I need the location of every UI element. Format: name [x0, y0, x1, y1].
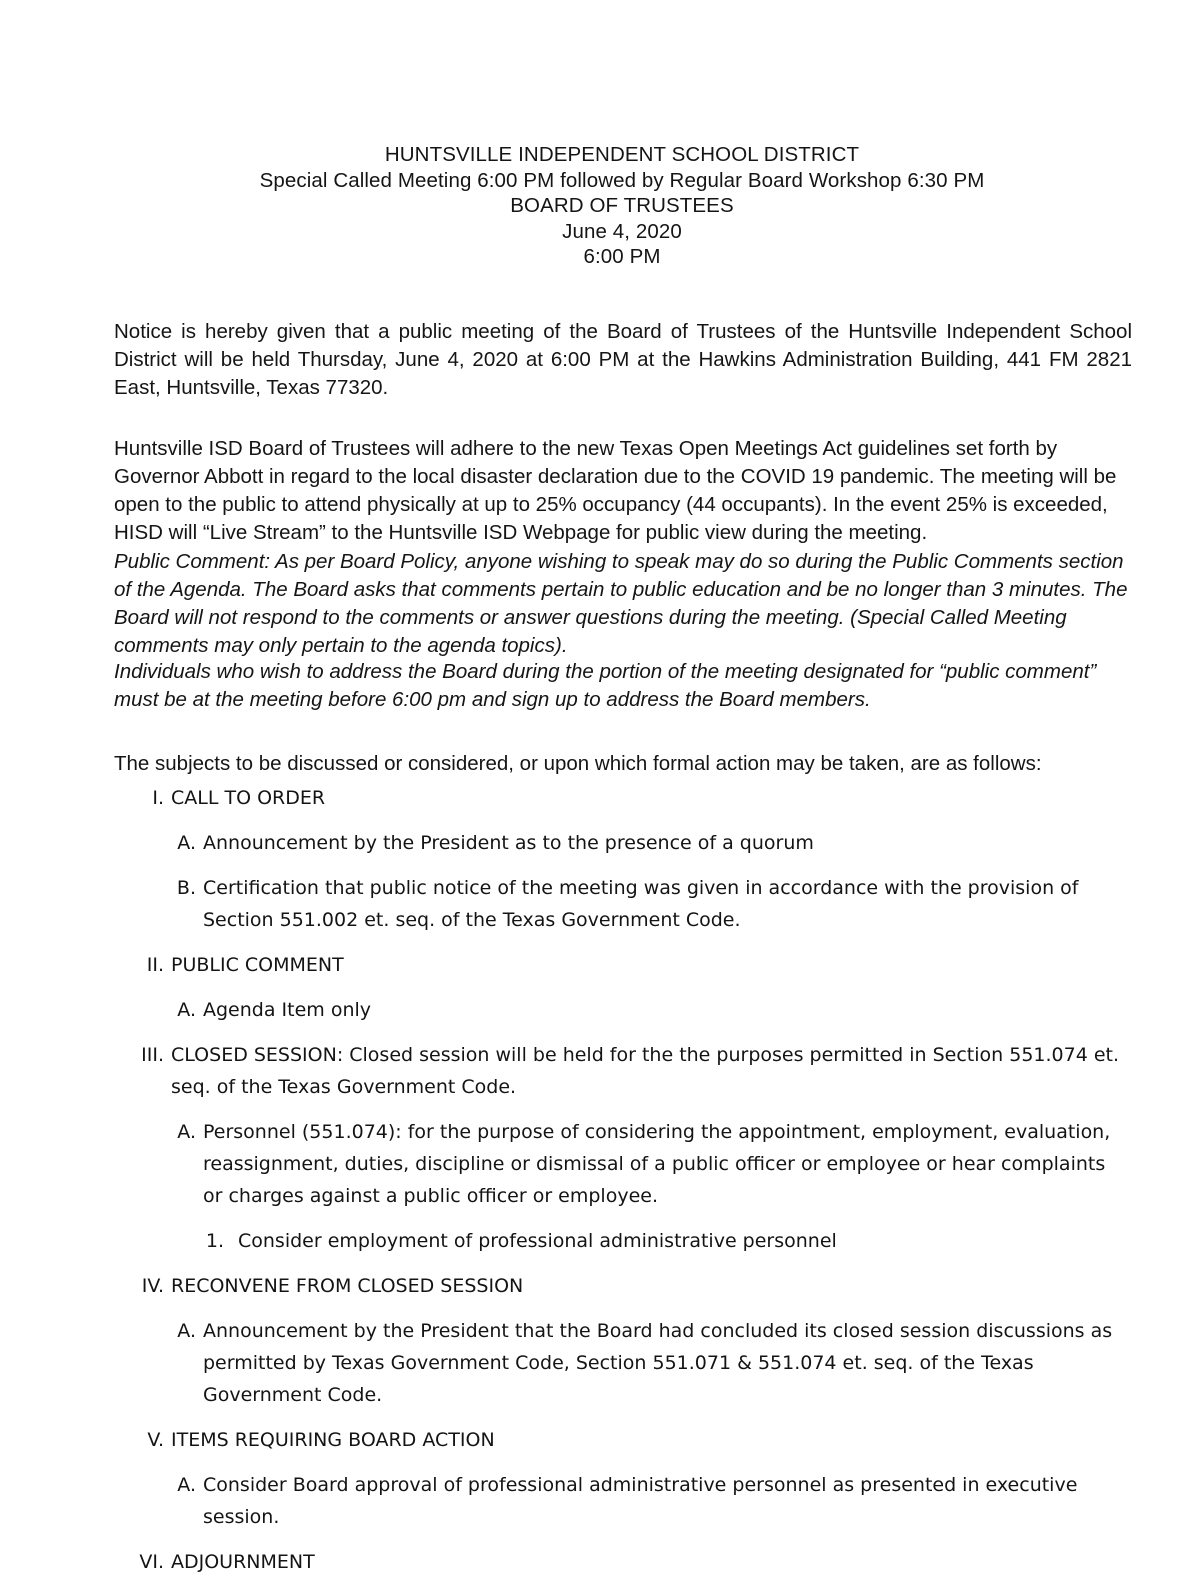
- agenda-item-marker: A.: [177, 999, 196, 1021]
- paragraph-address-board: Individuals who wish to address the Board during the portion of the meeting designated for “public comment” must be at the meeting before 6:00 pm and sign up to address the Board members.: [114, 659, 1097, 711]
- header-line-board: BOARD OF TRUSTEES: [510, 194, 734, 217]
- agenda-item-marker: III.: [141, 1044, 164, 1066]
- agenda-outline: [0, 782, 1200, 1591]
- agenda-item-marker: B.: [176, 877, 196, 899]
- agenda-item-text: RECONVENE FROM CLOSED SESSION: [171, 1275, 524, 1297]
- agenda-item-text: Personnel (551.074): for the purpose of considering the appointment, employment, evaluation, reassignment, duties, discipline or dismissal of a public officer or employee or hear complaints or charges against a public officer or employee.: [203, 1121, 1111, 1207]
- paragraph-subjects-intro: The subjects to be discussed or considered, or upon which formal action may be taken, are as follows:: [114, 751, 1042, 775]
- agenda-item: [0, 1116, 1200, 1212]
- agenda-item-marker: VI.: [139, 1551, 164, 1573]
- agenda-item-marker: A.: [177, 1474, 196, 1496]
- agenda-item-marker: 1.: [205, 1230, 224, 1252]
- agenda-item: [0, 1469, 1200, 1533]
- agenda-item-text: PUBLIC COMMENT: [171, 954, 344, 976]
- paragraph-covid-guidelines: Huntsville ISD Board of Trustees will adhere to the new Texas Open Meetings Act guidelines set forth by Governor Abbott in regard to the local disaster declaration due to the COVID 19 pandemic. The meeting will be open to the public to attend physically at up to 25% occupancy (44 occupants). In the event 25% is exceeded, HISD will “Live Stream” to the Huntsville ISD Webpage for public view during the meeting.: [114, 436, 1117, 544]
- header-line-district: HUNTSVILLE INDEPENDENT SCHOOL DISTRICT: [384, 143, 860, 166]
- paragraph-public-comment: Public Comment: As per Board Policy, anyone wishing to speak may do so during the Public Comments section of the Agenda. The Board asks that comments pertain to public education and be no longer than 3 minutes. The Board will not respond to the comments or answer questions during the meeting. (Special Called Meeting comments may only pertain to the agenda topics).: [114, 549, 1128, 657]
- agenda-item-marker: I.: [152, 787, 164, 809]
- agenda-item: [0, 1270, 1200, 1302]
- agenda-item: [0, 1039, 1200, 1103]
- agenda-item: [0, 827, 1200, 859]
- agenda-item-text: Consider Board approval of professional administrative personnel as presented in executive session.: [203, 1474, 1078, 1528]
- header-line-meeting-times: Special Called Meeting 6:00 PM followed by Regular Board Workshop 6:30 PM: [259, 168, 985, 192]
- agenda-item-marker: A.: [177, 1121, 196, 1143]
- agenda-item: [0, 1546, 1200, 1578]
- agenda-item-text: Agenda Item only: [203, 999, 372, 1021]
- header-line-time: 6:00 PM: [583, 245, 661, 268]
- agenda-item-text: Announcement by the President that the Board had concluded its closed session discussions as permitted by Texas Government Code, Section 551.071 & 551.074 et. seq. of the Texas Government Code.: [203, 1320, 1113, 1406]
- agenda-item-text: Consider employment of professional administrative personnel: [238, 1230, 837, 1252]
- agenda-item-marker: II.: [146, 954, 164, 976]
- agenda-item-marker: A.: [177, 832, 196, 854]
- agenda-item: [0, 1225, 1200, 1257]
- agenda-item-marker: A.: [177, 1320, 196, 1342]
- agenda-item: [0, 1424, 1200, 1456]
- agenda-item-text: ADJOURNMENT: [171, 1551, 315, 1573]
- agenda-item-marker: IV.: [141, 1275, 164, 1297]
- agenda-item: [0, 994, 1200, 1026]
- agenda-item: [0, 1315, 1200, 1411]
- agenda-item-text: CLOSED SESSION: Closed session will be held for the the purposes permitted in Section 551.074 et. seq. of the Texas Government Code.: [171, 1044, 1120, 1098]
- agenda-item-text: CALL TO ORDER: [171, 787, 326, 809]
- agenda-item-text: Announcement by the President as to the presence of a quorum: [203, 832, 814, 854]
- agenda-item: [0, 782, 1200, 814]
- document-header: [114, 142, 1130, 270]
- agenda-item-marker: V.: [147, 1429, 164, 1451]
- paragraph-public-notice: Notice is hereby given that a public meeting of the Board of Trustees of the Huntsville Independent School District will be held Thursday, June 4, 2020 at 6:00 PM at the Hawkins Administration Building, 441 FM 2821 East, Huntsville, Texas 77320.: [114, 319, 1132, 399]
- header-line-date: June 4, 2020: [562, 219, 682, 243]
- agenda-item-text: Certification that public notice of the meeting was given in accordance with the provision of Section 551.002 et. seq. of the Texas Government Code.: [203, 877, 1079, 931]
- agenda-item: [0, 872, 1200, 936]
- agenda-item: [0, 949, 1200, 981]
- agenda-item-text: ITEMS REQUIRING BOARD ACTION: [171, 1429, 495, 1451]
